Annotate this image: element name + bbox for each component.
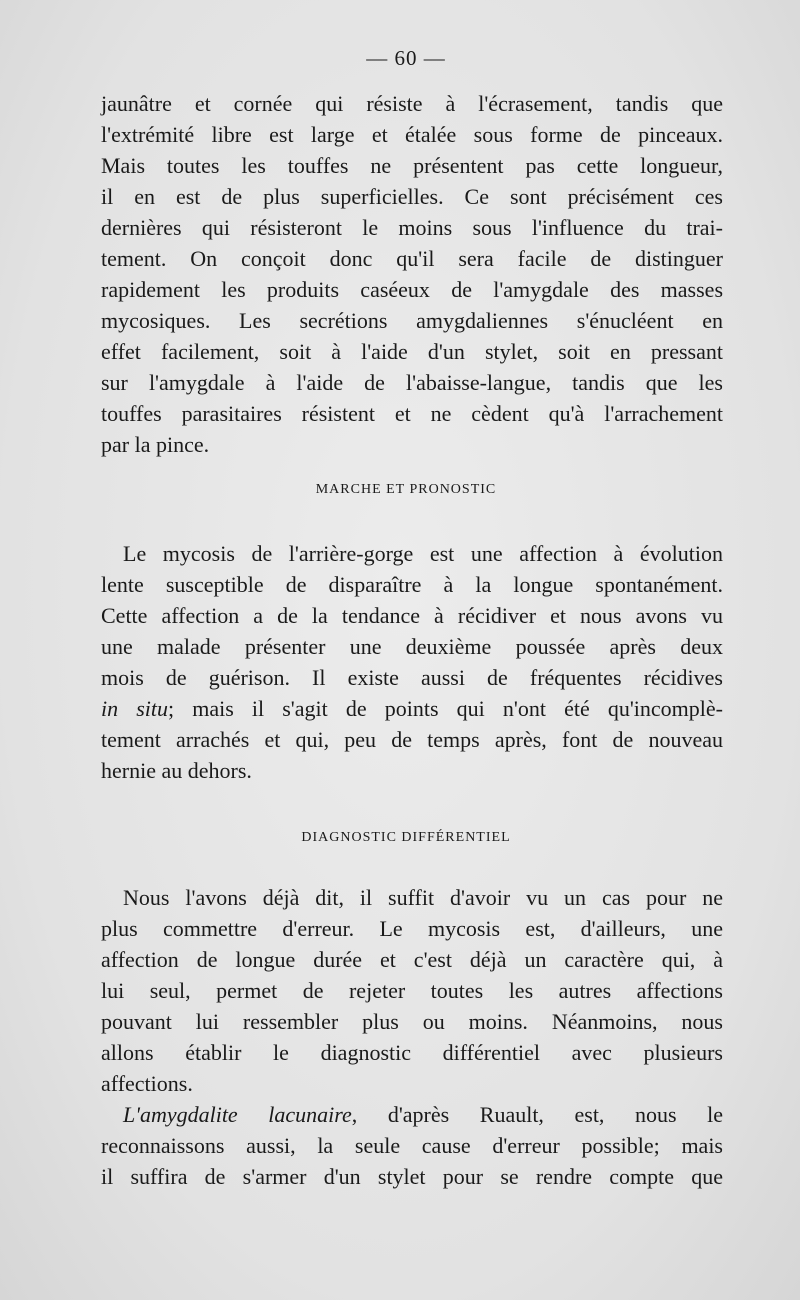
text-line: sur l'amygdale à l'aide de l'abaisse-langue, tandis que les [101, 370, 723, 395]
section-heading-diagnostic: DIAGNOSTIC DIFFÉRENTIEL [301, 830, 511, 845]
text-line: jaunâtre et cornée qui résiste à l'écrasement, tandis que [101, 91, 723, 116]
text-line: dernières qui résisteront le moins sous l'influence du trai- [101, 215, 723, 240]
text-line: rapidement les produits caséeux de l'amygdale des masses [101, 277, 723, 302]
text-line: une malade présenter une deuxième poussée après deux [101, 634, 723, 659]
text-line: reconnaissons aussi, la seule cause d'erreur possible; mais [101, 1133, 723, 1158]
text-line [101, 1099, 723, 1130]
text-line: allons établir le diagnostic différentiel avec plusieurs [101, 1040, 723, 1065]
text-line: il en est de plus superficielles. Ce sont précisément ces [101, 184, 723, 209]
text-line: mycosiques. Les secrétions amygdaliennes s'énucléent en [101, 308, 723, 333]
text-line: lui seul, permet de rejeter toutes les autres affections [101, 978, 723, 1003]
text-line: effet facilement, soit à l'aide d'un stylet, soit en pressant [101, 339, 723, 364]
text-line: hernie au dehors. [101, 758, 252, 783]
section-heading-marche: MARCHE ET PRONOSTIC [315, 482, 497, 497]
text-line: par la pince. [101, 432, 210, 457]
text-line: Mais toutes les touffes ne présentent pas cette longueur, [101, 153, 723, 178]
text-line: tement arrachés et qui, peu de temps après, font de nouveau [101, 727, 723, 752]
text-line: Cette affection a de la tendance à récidiver et nous avons vu [101, 603, 723, 628]
text-line: pouvant lui ressembler plus ou moins. Néanmoins, nous [101, 1009, 723, 1034]
text-line [101, 693, 723, 724]
text-line: Nous l'avons déjà dit, il suffit d'avoir vu un cas pour ne [123, 885, 723, 910]
page-number: — 60 — [366, 46, 446, 70]
text-line: tement. On conçoit donc qu'il sera facile de distinguer [101, 246, 723, 271]
text-line: Le mycosis de l'arrière-gorge est une affection à évolution [123, 541, 723, 566]
text-span: ; mais il s'agit de points qui n'ont été qu'incomplè- [168, 696, 723, 721]
text-line: l'extrémité libre est large et étalée sous forme de pinceaux. [101, 122, 723, 147]
text-line: mois de guérison. Il existe aussi de fréquentes récidives [101, 665, 723, 690]
italic-text: in situ [101, 696, 169, 721]
text-line: plus commettre d'erreur. Le mycosis est, d'ailleurs, une [101, 916, 723, 941]
italic-text: L'amygdalite lacunaire [123, 1102, 352, 1127]
paragraph-1 [101, 88, 723, 460]
text-span: , d'après Ruault, est, nous le [351, 1102, 723, 1127]
text-line: il suffira de s'armer d'un stylet pour se rendre compte que [101, 1164, 723, 1189]
text-line: lente susceptible de disparaître à la longue spontanément. [101, 572, 723, 597]
text-line: touffes parasitaires résistent et ne cèdent qu'à l'arrachement [101, 401, 723, 426]
paragraph-2 [101, 538, 723, 786]
paragraph-3 [101, 882, 723, 1192]
text-line: affection de longue durée et c'est déjà un caractère qui, à [101, 947, 723, 972]
text-line: affections. [101, 1071, 193, 1096]
